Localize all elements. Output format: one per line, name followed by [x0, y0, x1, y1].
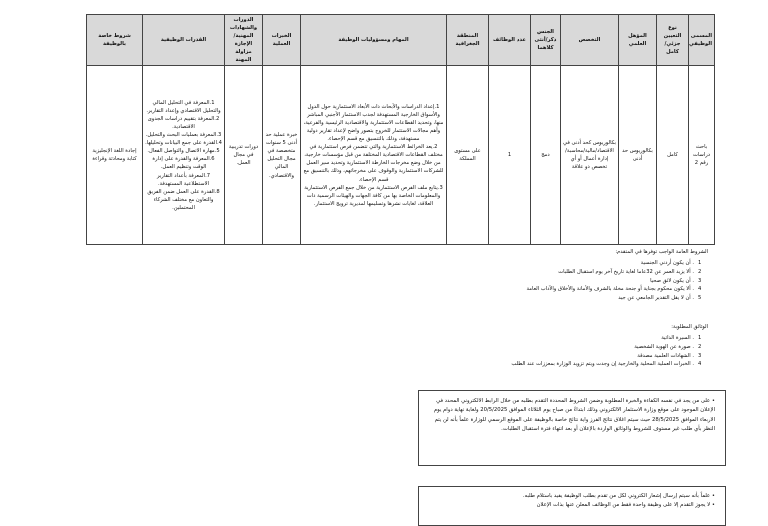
cell-qualification: بكالوريوس حد أدنى: [619, 66, 657, 245]
bullet-icon: •: [711, 398, 715, 404]
application-notice-box: [418, 390, 726, 466]
cell-count: 1: [489, 66, 531, 245]
cell-title: باحث دراسات رقم 2: [689, 66, 715, 245]
table-row: [87, 66, 715, 245]
header-tasks: المهام ومسؤوليات الوظيفة: [301, 15, 447, 66]
single-job-line: • لا يجوز التقدم إلا على وظيفة واحدة فقط من الوظائف المعلن عنها بذات الإعلان: [536, 502, 715, 509]
required-documents-heading: الوثائق المطلوبة:: [671, 324, 708, 330]
header-gender: الجنس ذكر/أنثى كلاهما: [531, 15, 561, 66]
cell-specialization: بكالوريوس كحد أدنى في الاقتصاد/مالية/محاسبة/إدارة أعمال أو أي تخصص ذو علاقة: [561, 66, 619, 245]
bullet-icon: •: [710, 502, 715, 509]
header-experience: الخبرات العملية: [263, 15, 301, 66]
cell-experience: خبرة عملية حد أدنى 5 سنوات متخصصة في مجال التحليل المالي والاقتصادي.: [263, 66, 301, 245]
header-title: المسمى الوظيفي: [689, 15, 715, 66]
task-item: 2.يعد الخرائط الاستثمارية والتي تتضمن فرص استثمارية في مختلف القطاعات الاقتصادية المختلفة من قبل مؤسسات خارجية، من خلال وضع مخرجات الخارطة الاستثمارية وتحديد سير العمل للشركات الاستثمارية والوقوف على مخرجاتهم، وذلك بالتنسيق مع قسم الإحصاء.: [303, 144, 444, 183]
skill-item: 3.المعرفة بعمليات البحث والتحليل.: [145, 132, 222, 139]
acknowledgement-line: • علماً بأنه سيتم إرسال إشعار الكتروني لكل من تقدم بطلب الوظيفة يفيد باستلام طلبه.: [522, 493, 715, 499]
skill-item: 4.القدرة على جمع البيانات وتحليلها.: [145, 140, 222, 147]
list-item: 3. أن يكون لائق صحيا: [650, 277, 702, 284]
list-item: 2. ألا يزيد العمر عن 32عاما لغاية تاريخ آخر يوم استقبال الطلبات: [558, 268, 702, 275]
list-item: 4. الخبرات العملية المحلية والخارجية إن وجدت ويتم تزويد الوزارة بمعززات عند الطلب: [511, 361, 702, 368]
list-item: 4. ألا يكون محكوم بجناية أو جنحة مخلة بالشرف والأمانة والأخلاق والآداب العامة: [526, 286, 702, 293]
header-specialization: التخصص: [561, 15, 619, 66]
acknowledgement-notice-box: [418, 486, 726, 526]
list-item: 3. الشهادات العلمية مصدقة: [637, 352, 702, 359]
skill-item: 5.مهارة الاتصال والتواصل الفعال.: [147, 148, 220, 155]
cell-gender: دمج: [531, 66, 561, 245]
header-courses: الدورات والشهادات المهنية/الإجازة مزاولة المهنة: [225, 15, 263, 66]
general-conditions-heading: الشروط العامة الواجب توفرها في المتقدم:: [615, 249, 708, 255]
task-item: 3.يتابع ملف الفرص الاستثمارية من خلال جمع الفرص الاستثمارية والمعلومات الخاصة بها من كافة الجهات والهيئات الرسمية ذات العلاقة، لغايات نشرها وتسليمها لمديرية ترويج الاستثمار.: [304, 184, 443, 207]
cell-special-conditions: إجادة اللغة الإنجليزية كتابة ومحادثة وقراءة: [87, 66, 143, 245]
cell-skills: [143, 66, 225, 245]
application-notice-text: على من يجد في نفسه الكفاءة والخبرة المطلوبة وضمن الشروط المحددة التقدم بطلبه من خلال الرابط الالكتروني المحدد في الإعلان الموجود على موقع وزارة الاستثمار الالكتروني وذلك ابتداءً من صباح يوم الثلاثاء الموافق 20/5/2025 ولغاية نهاية دوام يوم الاربعاء الموافق 28/5/2025 حيث سيتم اغلاق نتائج الفرز واية نتائج خاصة بالوظيفة على الموقع الرسمي للوزارة علماً بأنه لن يتم النظر بأي طلب غير مستوف للشروط والوثائق الواردة بالإعلان أو بعد انتهاء فترة استقبال الطلبات.: [433, 398, 715, 432]
header-special-conditions: شروط خاصة بالوظيفة: [87, 15, 143, 66]
skill-item: 8.القدرة على العمل ضمن الفريق والتعاون مع مختلف الشركاء المحتملين.: [147, 188, 220, 211]
general-conditions: [288, 248, 708, 303]
skill-item: 7.المعرفة بأعداد التقارير الاستطلاعية المستهدفة.: [156, 172, 211, 187]
header-skills: القدرات الوظيفية: [143, 15, 225, 66]
header-region: المنطقة الجغرافية: [447, 15, 489, 66]
cell-region: على مستوى المملكة: [447, 66, 489, 245]
header-appointment-type: نوع التعيين جزئي/كامل: [657, 15, 689, 66]
list-item: 1. أن يكون أردني الجنسية: [640, 259, 702, 266]
cell-appointment-type: كامل: [657, 66, 689, 245]
header-count: عدد الوظائف: [489, 15, 531, 66]
table-header-row: [87, 15, 715, 66]
skill-item: 1.المعرفة في التحليل المالي والتحليل الاقتصادي وإعداد التقارير.: [146, 99, 221, 114]
list-item: 2. صورة عن الهوية الشخصية: [634, 343, 702, 350]
skill-item: 6.المعرفة والقدرة على إدارة الوقت وتنظيم العمل.: [152, 156, 215, 171]
list-item: 5. أن لا يقل التقدير الجامعي عن جيد: [618, 295, 702, 302]
skill-item: 2.المعرفة بتقييم دراسات الجدوى الاقتصادية.: [147, 116, 220, 131]
list-item: 1. السيرة الذاتية: [661, 334, 702, 341]
cell-courses: دورات تدريبية في مجال العمل.: [225, 66, 263, 245]
required-documents: [288, 323, 708, 369]
job-table: [86, 14, 715, 245]
task-item: 1.إعداد الدراسات والأبحاث ذات الأبعاد الاستثمارية حول الدول والأسواق الخارجية المستهدفة لجذب الاستثمار الأجنبي المباشر منها، وتحديد القطاعات الاستثمارية والاقتصادية الرئيسية والفرعية، وأهم مجالات الاستثمار للخروج بتصور واضح لإعداد تقارير دولية مستهدفة، وذلك بالتنسيق مع قسم الإحصاء.: [303, 103, 444, 143]
bullet-icon: •: [710, 493, 715, 499]
cell-tasks: [301, 66, 447, 245]
header-qualification: المؤهل العلمي: [619, 15, 657, 66]
